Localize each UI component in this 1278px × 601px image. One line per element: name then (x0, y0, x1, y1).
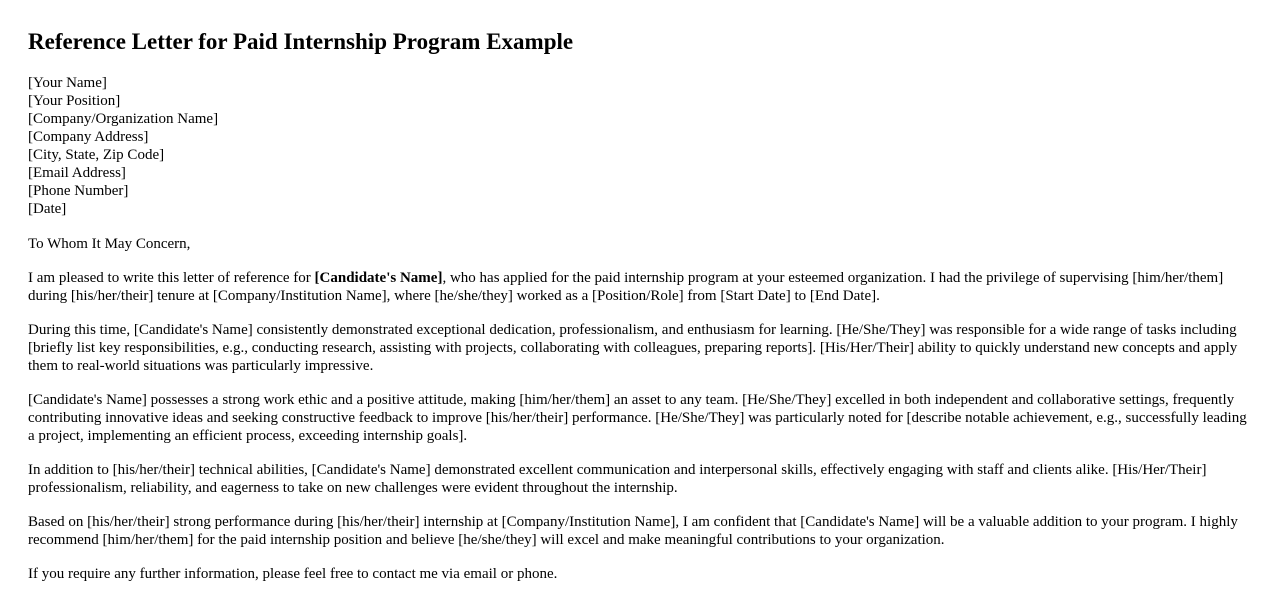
letter-date: [Date] (28, 201, 67, 217)
sender-position: [Your Position] (28, 93, 121, 109)
paragraph-introduction-lead: I am pleased to write this letter of reference for (28, 270, 315, 286)
candidate-name-bold: [Candidate's Name] (314, 270, 443, 286)
sender-address: [Company Address] (28, 129, 149, 145)
sender-email: [Email Address] (28, 165, 126, 181)
page-title: Reference Letter for Paid Internship Program Example (28, 29, 574, 54)
sender-name: [Your Name] (28, 75, 107, 91)
sender-city-state-zip: [City, State, Zip Code] (28, 147, 165, 163)
sender-address-block (28, 74, 218, 218)
sender-phone: [Phone Number] (28, 183, 129, 199)
paragraph-communication: In addition to [his/her/their] technical abilities, [Candidate's Name] demonstrated excellent communication and interpersonal skills, effectively engaging with staff and clients alike. [His/Her/Their] professionalism, reliability, and eagerness to take on new challenges were evident throughout the internship. (28, 462, 1207, 496)
paragraph-closing: If you require any further information, please feel free to contact me via email or phone. (28, 566, 558, 582)
paragraph-work-ethic: [Candidate's Name] possesses a strong work ethic and a positive attitude, making [him/her/them] an asset to any team. [He/She/They] excelled in both independent and collaborative settings, frequently contributing innovative ideas and seeking constructive feedback to improve [his/her/their] performance. [He/She/They] was particularly noted for [describe notable achievement, e.g., successfully leading a project, implementing an efficient process, exceeding internship goals]. (28, 392, 1247, 444)
paragraph-introduction (28, 269, 1256, 305)
salutation: To Whom It May Concern, (28, 236, 191, 252)
sender-organization: [Company/Organization Name] (28, 111, 219, 127)
paragraph-recommendation: Based on [his/her/their] strong performance during [his/her/their] internship at [Company/Institution Name], I am confident that [Candidate's Name] will be a valuable addition to your program. I highly recommend [him/her/them] for the paid internship position and believe [he/she/they] will excel and make meaningful contributions to your organization. (28, 514, 1238, 548)
paragraph-introduction-rest: , who has applied for the paid internship program at your esteemed organization. I had the privilege of supervising [him/her/them] during [his/her/their] tenure at [Company/Institution Name], where [he/she/they] worked as a [Position/Role] from [Start Date] to [End Date]. (28, 270, 1224, 304)
paragraph-responsibilities: During this time, [Candidate's Name] consistently demonstrated exceptional dedication, professionalism, and enthusiasm for learning. [He/She/They] was responsible for a wide range of tasks including [briefly list key responsibilities, e.g., conducting research, assisting with projects, collaborating with colleagues, preparing reports]. [His/Her/Their] ability to quickly understand new concepts and apply them to real-world situations was particularly impressive. (28, 322, 1238, 374)
